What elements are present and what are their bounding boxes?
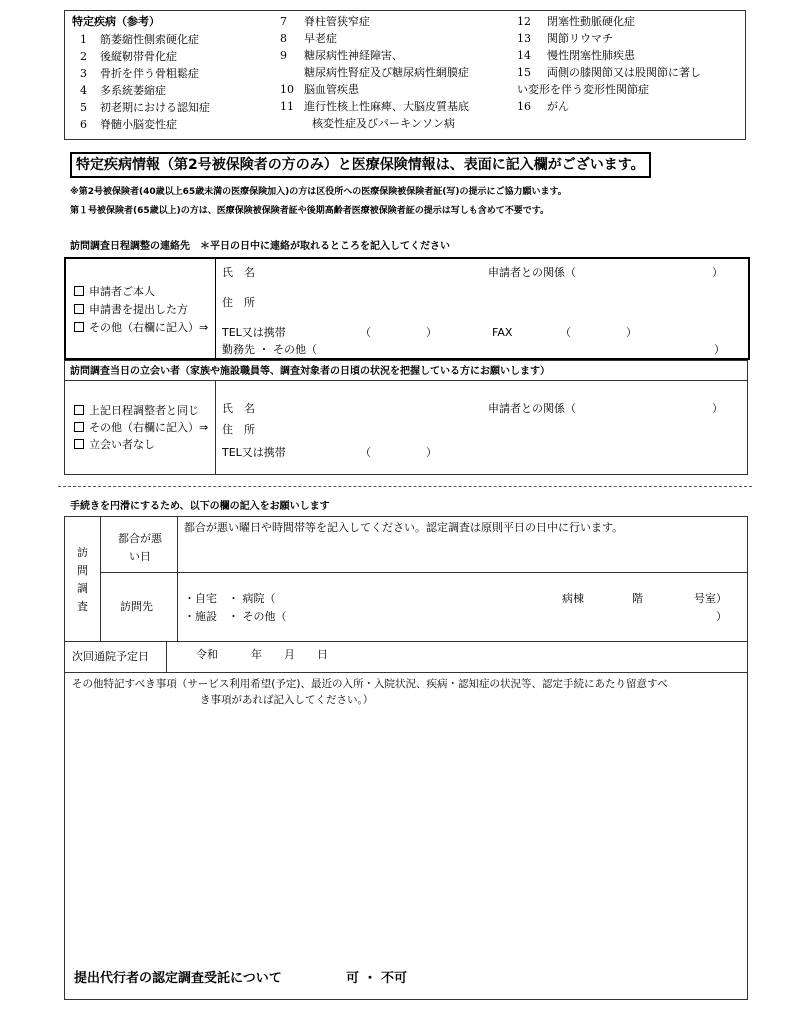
other-notes-line-2: き事項があれば記入してください。） bbox=[200, 694, 374, 706]
disease-item: 11 進行性核上性麻痺、大脳皮質基底 bbox=[280, 100, 469, 113]
option-submitter[interactable]: 申請書を提出した方 bbox=[74, 303, 208, 317]
disease-item: 1 筋萎縮性側索硬化症 bbox=[80, 33, 199, 46]
ward-label: 病棟 bbox=[562, 592, 584, 605]
checkbox[interactable] bbox=[74, 304, 84, 314]
attendee-relation-label: 申請者との関係（ bbox=[488, 402, 576, 415]
disease-item: 5 初老期における認知症 bbox=[80, 101, 210, 114]
disease-item: 9 糖尿病性神経障害、 bbox=[280, 49, 403, 62]
attendee-name-label: 氏 名 bbox=[222, 402, 255, 415]
disease-item: 13 関節リウマチ bbox=[517, 32, 613, 45]
next-visit-label: 次回通院予定日 bbox=[72, 650, 149, 663]
checkbox[interactable] bbox=[74, 405, 84, 415]
proxy-consent-label: 提出代行者の認定調査受託について bbox=[74, 971, 282, 986]
option-no-attendee[interactable]: 立会い者なし bbox=[74, 438, 208, 452]
option-other[interactable]: その他（右欄に記入）⇒ bbox=[74, 421, 208, 435]
checkbox[interactable] bbox=[74, 439, 84, 449]
disease-item: 核変性症及びパーキンソン病 bbox=[312, 117, 455, 130]
disease-item: 12 閉塞性動脈硬化症 bbox=[517, 15, 635, 28]
contact-work-close: ） bbox=[714, 343, 725, 356]
attendee-address-label: 住 所 bbox=[222, 423, 255, 436]
notice-line-2: 第１号被保険者(65歳以上)の方は、医療保険被保険者証や後期高齢者医療被保険者証の提示は写しも含めて不要です。 bbox=[70, 206, 550, 216]
procedure-section-title: 手続きを円滑にするため、以下の欄の記入をお願いします bbox=[70, 501, 330, 512]
disease-item: 15 両側の膝関節又は股関節に著し bbox=[517, 66, 701, 79]
contact-name-label: 氏 名 bbox=[222, 266, 255, 279]
disease-item: 2 後縦靭帯骨化症 bbox=[80, 50, 177, 63]
contact-address-label: 住 所 bbox=[222, 296, 255, 309]
contact-section-title: 訪問調査日程調整の連絡先 ＊平日の日中に連絡が取れるところを記入してください bbox=[70, 241, 450, 252]
visit-place-facility-other: ・施設 ・ その他（ bbox=[184, 610, 287, 623]
contact-relation-label: 申請者との関係（ bbox=[488, 266, 576, 279]
bad-day-label: 都合が悪い日 bbox=[118, 532, 162, 563]
attendee-section-title: 訪問調査当日の立会い者（家族や施設職員等、調査対象者の日頃の状況を把握している方にお願いします） bbox=[70, 366, 550, 377]
room-label: 号室） bbox=[694, 592, 727, 605]
disease-column-3 bbox=[517, 15, 701, 114]
attendee-tel-paren: （ ） bbox=[360, 446, 437, 459]
checkbox[interactable] bbox=[74, 422, 84, 432]
option-applicant-self[interactable]: 申請者ご本人 bbox=[74, 285, 208, 299]
disease-item: 糖尿病性腎症及び糖尿病性網膜症 bbox=[304, 66, 469, 79]
disease-item: 10 脳血管疾患 bbox=[280, 83, 359, 96]
contact-fax-label: FAX bbox=[492, 326, 513, 339]
disease-item: 14 慢性閉塞性肺疾患 bbox=[517, 49, 635, 62]
checkbox[interactable] bbox=[74, 322, 84, 332]
disease-column-1 bbox=[80, 33, 210, 132]
other-notes-field[interactable] bbox=[70, 712, 742, 962]
disease-item: 7 脊柱管狭窄症 bbox=[280, 15, 370, 28]
contact-fax-paren: （ ） bbox=[560, 326, 637, 339]
other-notes-line-1: その他特記すべき事項（サービス利用希望(予定)、最近の入所・入院状況、疾病・認知症の状況等、認定手続にあたり留意すべ bbox=[72, 678, 668, 690]
contact-tel-paren: （ ） bbox=[360, 326, 437, 339]
proxy-consent-options[interactable]: 可 ・ 不可 bbox=[346, 971, 408, 986]
disease-item: 16 がん bbox=[517, 100, 569, 113]
contact-relation-close: ） bbox=[712, 266, 723, 279]
option-same-as-above[interactable]: 上記日程調整者と同じ bbox=[74, 404, 208, 418]
disease-item: 3 骨折を伴う骨粗鬆症 bbox=[80, 67, 199, 80]
visit-place-label: 訪問先 bbox=[120, 600, 153, 613]
attendee-tel-label: TEL又は携帯 bbox=[222, 446, 286, 459]
visit-survey-label: 訪問調査 bbox=[77, 546, 88, 613]
contact-tel-label: TEL又は携帯 bbox=[222, 326, 286, 339]
disease-item: 8 早老症 bbox=[280, 32, 337, 45]
disease-list-title: 特定疾病（参考） bbox=[72, 15, 160, 28]
attendee-options bbox=[74, 404, 208, 452]
cut-line bbox=[58, 486, 752, 487]
facility-close: ） bbox=[716, 610, 727, 623]
notice-line-1: ※第2号被保険者(40歳以上65歳未満の医療保険加入)の方は区役所への医療保険被保険者証(写)の提示にご協力願います。 bbox=[70, 187, 567, 197]
option-other[interactable]: その他（右欄に記入）⇒ bbox=[74, 321, 208, 335]
next-visit-date[interactable]: 令和 年 月 日 bbox=[196, 648, 328, 661]
attendee-relation-close: ） bbox=[712, 402, 723, 415]
disease-item: 6 脊髄小脳変性症 bbox=[80, 118, 177, 131]
disease-item: い変形を伴う変形性関節症 bbox=[517, 83, 649, 96]
notice-heading: 特定疾病情報（第2号被保険者の方のみ）と医療保険情報は、表面に記入欄がございます。 bbox=[70, 152, 651, 178]
bad-day-instructions: 都合が悪い曜日や時間帯等を記入してください。認定調査は原則平日の日中に行います。 bbox=[184, 521, 624, 534]
checkbox[interactable] bbox=[74, 286, 84, 296]
floor-label: 階 bbox=[632, 592, 643, 605]
visit-place-home-hospital: ・自宅 ・ 病院（ bbox=[184, 592, 276, 605]
contact-work-label: 勤務先 ・ その他（ bbox=[222, 343, 317, 356]
disease-column-2 bbox=[280, 15, 469, 131]
contact-options bbox=[74, 285, 208, 335]
disease-item: 4 多系統萎縮症 bbox=[80, 84, 166, 97]
